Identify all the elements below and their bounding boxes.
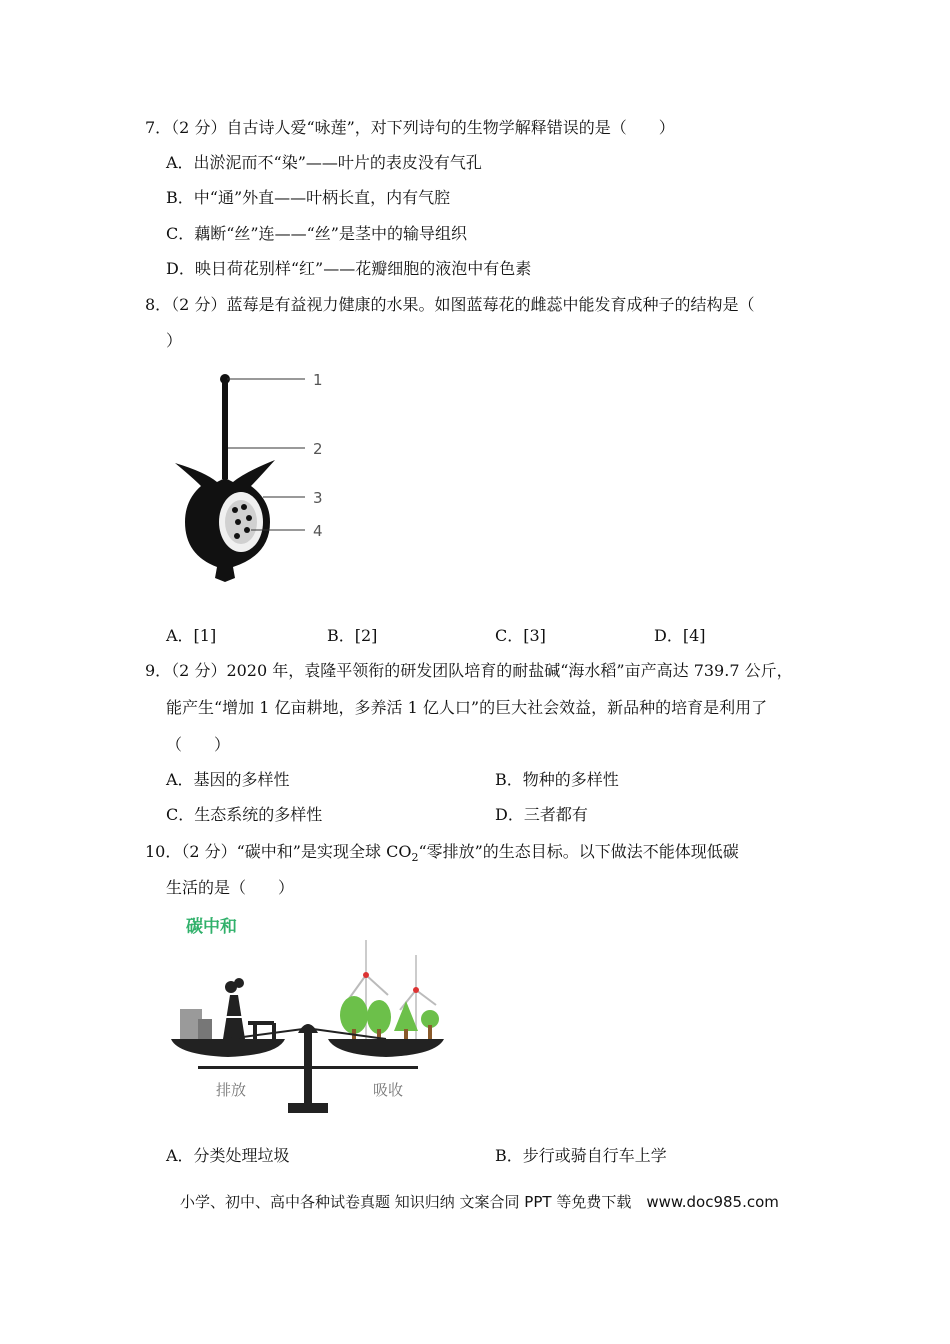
pistil-drawing bbox=[175, 374, 305, 582]
q8-option-d: D．[4] bbox=[654, 626, 706, 645]
absorption-label: 吸收 bbox=[373, 1081, 404, 1099]
q9-option-a: A．基因的多样性 bbox=[166, 770, 290, 789]
pistil-label-3: 3 bbox=[313, 489, 323, 507]
q10-option-a: A．分类处理垃圾 bbox=[166, 1146, 290, 1165]
q7-option-a: A．出淤泥而不“染”——叶片的表皮没有气孔 bbox=[166, 153, 482, 172]
pistil-label-1: 1 bbox=[313, 371, 323, 389]
carbon-neutral-figure bbox=[168, 905, 458, 1120]
q10-stem-sub: 2 bbox=[411, 851, 419, 865]
q8-option-a: A．[1] bbox=[166, 626, 217, 645]
q9-option-c: C．生态系统的多样性 bbox=[166, 805, 323, 824]
q8-stem-line2: ） bbox=[166, 331, 183, 350]
q9-stem-line3: （ ） bbox=[166, 735, 231, 754]
q8-stem-line1: 8．（2 分）蓝莓是有益视力健康的水果。如图蓝莓花的雌蕊中能发育成种子的结构是（ bbox=[145, 295, 755, 314]
q9-option-b: B．物种的多样性 bbox=[495, 770, 619, 789]
q10-option-b: B．步行或骑自行车上学 bbox=[495, 1146, 667, 1165]
q7-stem: 7．（2 分）自古诗人爱“咏莲”，对下列诗句的生物学解释错误的是（ ） bbox=[145, 118, 675, 137]
q7-option-c: C．藕断“丝”连——“丝”是茎中的输导组织 bbox=[166, 224, 467, 243]
q10-stem-post: “零排放”的生态目标。以下做法不能体现低碳 bbox=[418, 842, 739, 861]
pistil-figure bbox=[165, 360, 345, 590]
emission-side bbox=[180, 978, 276, 1039]
pistil-label-4: 4 bbox=[313, 522, 323, 540]
page-footer: 小学、初中、高中各种试卷真题 知识归纳 文案合同 PPT 等免费下载 www.doc985.com bbox=[180, 1193, 779, 1211]
q9-option-d: D．三者都有 bbox=[495, 805, 588, 824]
q8-option-c: C．[3] bbox=[495, 626, 546, 645]
q8-option-b: B．[2] bbox=[327, 626, 378, 645]
q10-stem-line1 bbox=[145, 841, 739, 869]
emission-label: 排放 bbox=[216, 1081, 247, 1099]
q9-stem-line1: 9．（2 分）2020 年，袁隆平领衔的研发团队培育的耐盐碱“海水稻”亩产高达 739.7 公斤， bbox=[145, 661, 793, 680]
q10-stem-pre: 10．（2 分）“碳中和”是实现全球 CO bbox=[145, 842, 412, 861]
q9-stem-line2: 能产生“增加 1 亿亩耕地，多养活 1 亿人口”的巨大社会效益，新品种的培育是利用了 bbox=[166, 698, 768, 717]
q7-option-d: D．映日荷花别样“红”——花瓣细胞的液泡中有色素 bbox=[166, 259, 532, 278]
absorption-side bbox=[340, 940, 439, 1039]
pistil-label-2: 2 bbox=[313, 440, 323, 458]
q10-stem-line2: 生活的是（ ） bbox=[166, 878, 295, 897]
q7-option-b: B．中“通”外直——叶柄长直，内有气腔 bbox=[166, 188, 451, 207]
figure-title: 碳中和 bbox=[186, 917, 237, 937]
